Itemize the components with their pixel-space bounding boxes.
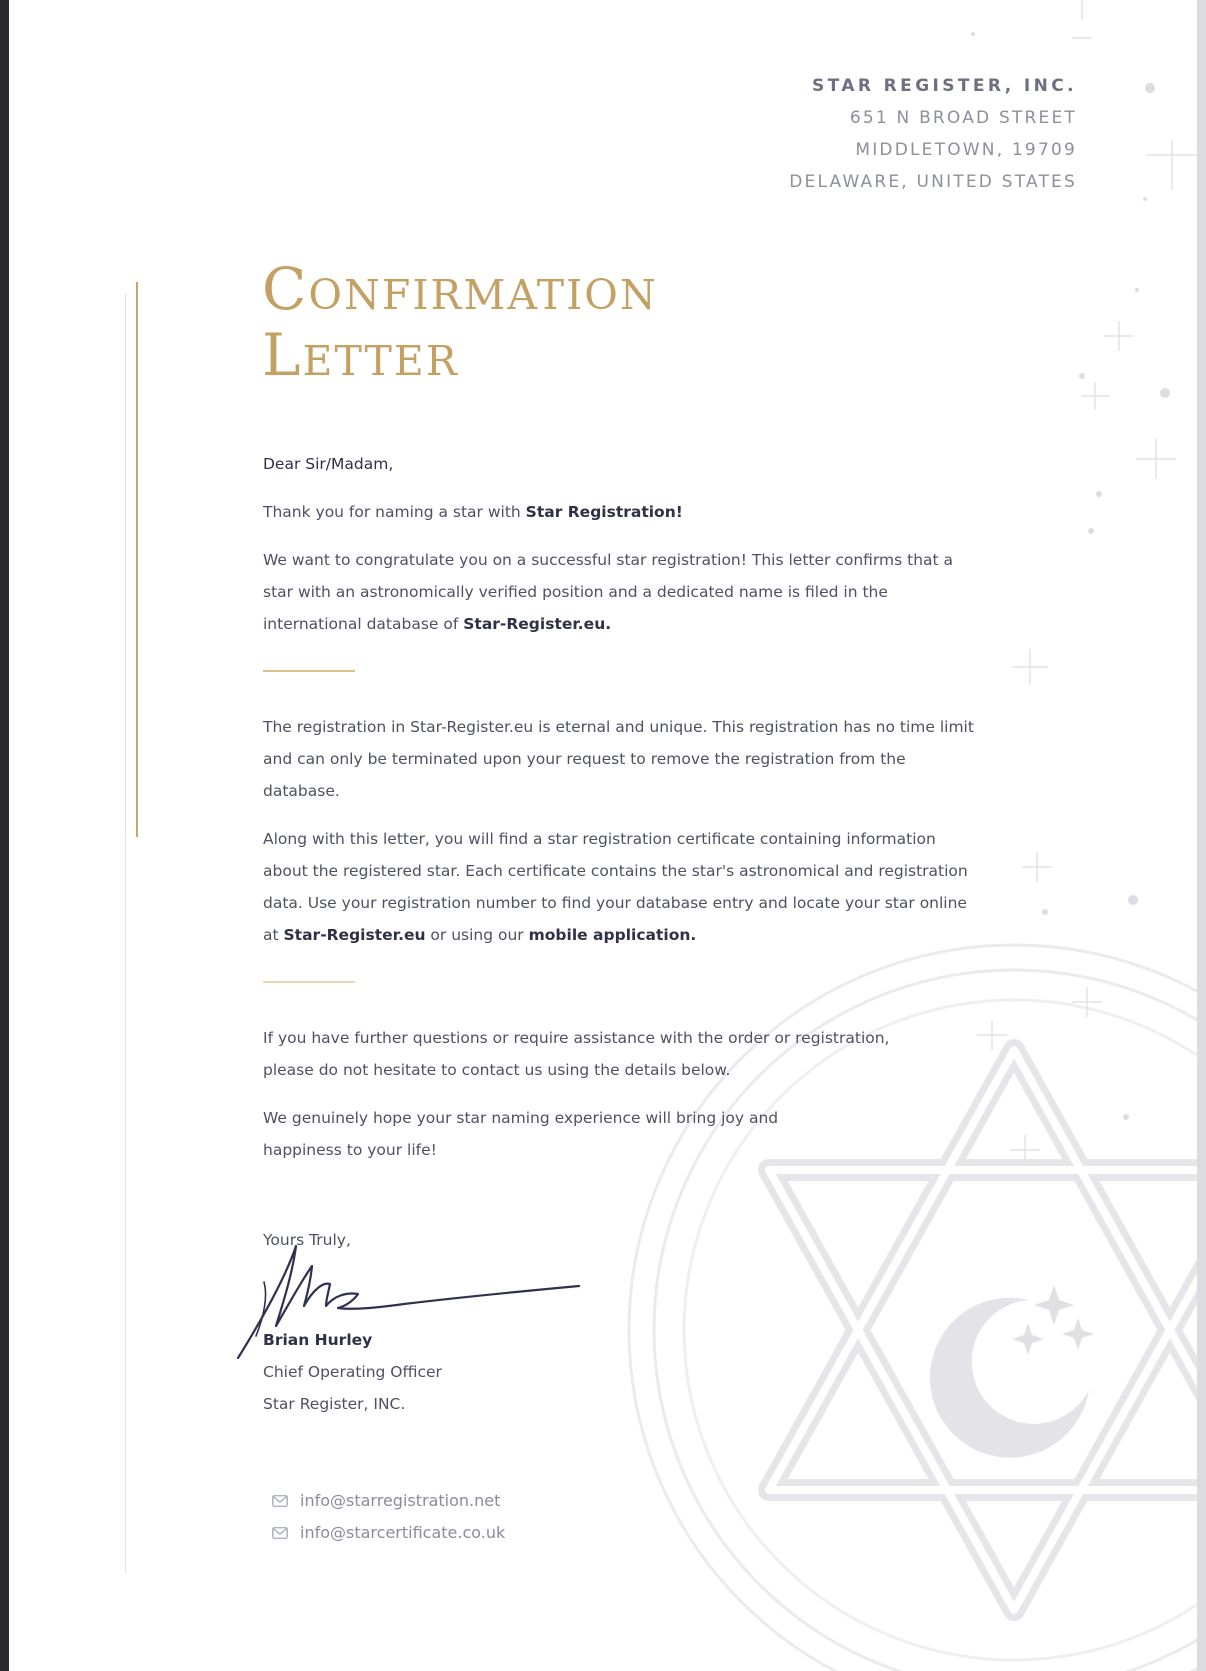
- site-link-2[interactable]: Star-Register.eu: [283, 926, 426, 944]
- signer-role: Chief Operating Officer: [263, 1363, 442, 1381]
- mail-icon: [272, 1495, 288, 1507]
- paragraph-congrats-text: We want to congratulate you on a successful star registration! This letter confirms that a star with an astronomically verified position and a dedicated name is filed in the international database of: [263, 551, 954, 633]
- page-edge: [1197, 0, 1206, 1671]
- letter-page: [9, 0, 1197, 1671]
- closing: Yours Truly,: [263, 1231, 351, 1249]
- title-line-2: Letter: [262, 321, 459, 389]
- paragraph-certificate-mid: or using our: [425, 926, 529, 944]
- margin-line: [125, 294, 126, 1574]
- signer-name: Brian Hurley: [263, 1331, 373, 1349]
- company-name: STAR REGISTER, INC.: [812, 76, 1077, 96]
- paragraph-eternal: The registration in Star-Register.eu is eternal and unique. This registration has no time limit and can only be terminated upon your request to remove the registration from the database.: [263, 718, 974, 800]
- paragraph-certificate: [263, 823, 983, 951]
- address-street: 651 N BROAD STREET: [849, 108, 1077, 128]
- signer-block: [263, 1324, 442, 1420]
- email-1-text[interactable]: info@starregistration.net: [300, 1491, 501, 1510]
- paragraph-thanks: [263, 496, 983, 528]
- paragraph-wishes: We genuinely hope your star naming experience will bring joy and happiness to your life!: [263, 1109, 779, 1159]
- letter-title: [262, 256, 658, 388]
- mobile-app-link[interactable]: mobile application.: [528, 926, 697, 944]
- gold-divider-1: [263, 670, 355, 672]
- gold-accent-bar: [136, 282, 138, 837]
- address-country: DELAWARE, UNITED STATES: [789, 172, 1077, 192]
- letter-body: [263, 448, 983, 1256]
- greeting: Dear Sir/Madam,: [263, 455, 394, 473]
- gold-divider-2: [263, 981, 355, 983]
- signer-company: Star Register, INC.: [263, 1395, 406, 1413]
- email-2-text[interactable]: info@starcertificate.co.uk: [300, 1523, 506, 1542]
- paragraph-congrats: [263, 544, 983, 640]
- company-address: [789, 70, 1077, 198]
- brand-star-registration: Star Registration!: [525, 503, 683, 521]
- title-line-1: Confirmation: [262, 255, 658, 323]
- address-city: MIDDLETOWN, 19709: [855, 140, 1077, 160]
- paragraph-thanks-text: Thank you for naming a star with: [263, 503, 526, 521]
- paragraph-questions: If you have further questions or require assistance with the order or registration, please do not hesitate to contact us using the details below.: [263, 1029, 890, 1079]
- site-link-1[interactable]: Star-Register.eu.: [463, 615, 612, 633]
- mail-icon: [272, 1527, 288, 1539]
- paragraph-certificate-text: Along with this letter, you will find a star registration certificate containing information about the registered star. Each certificate contains the star's astronomical and registration data. Use your registration number to find your database entry and locate your star online at: [263, 830, 968, 944]
